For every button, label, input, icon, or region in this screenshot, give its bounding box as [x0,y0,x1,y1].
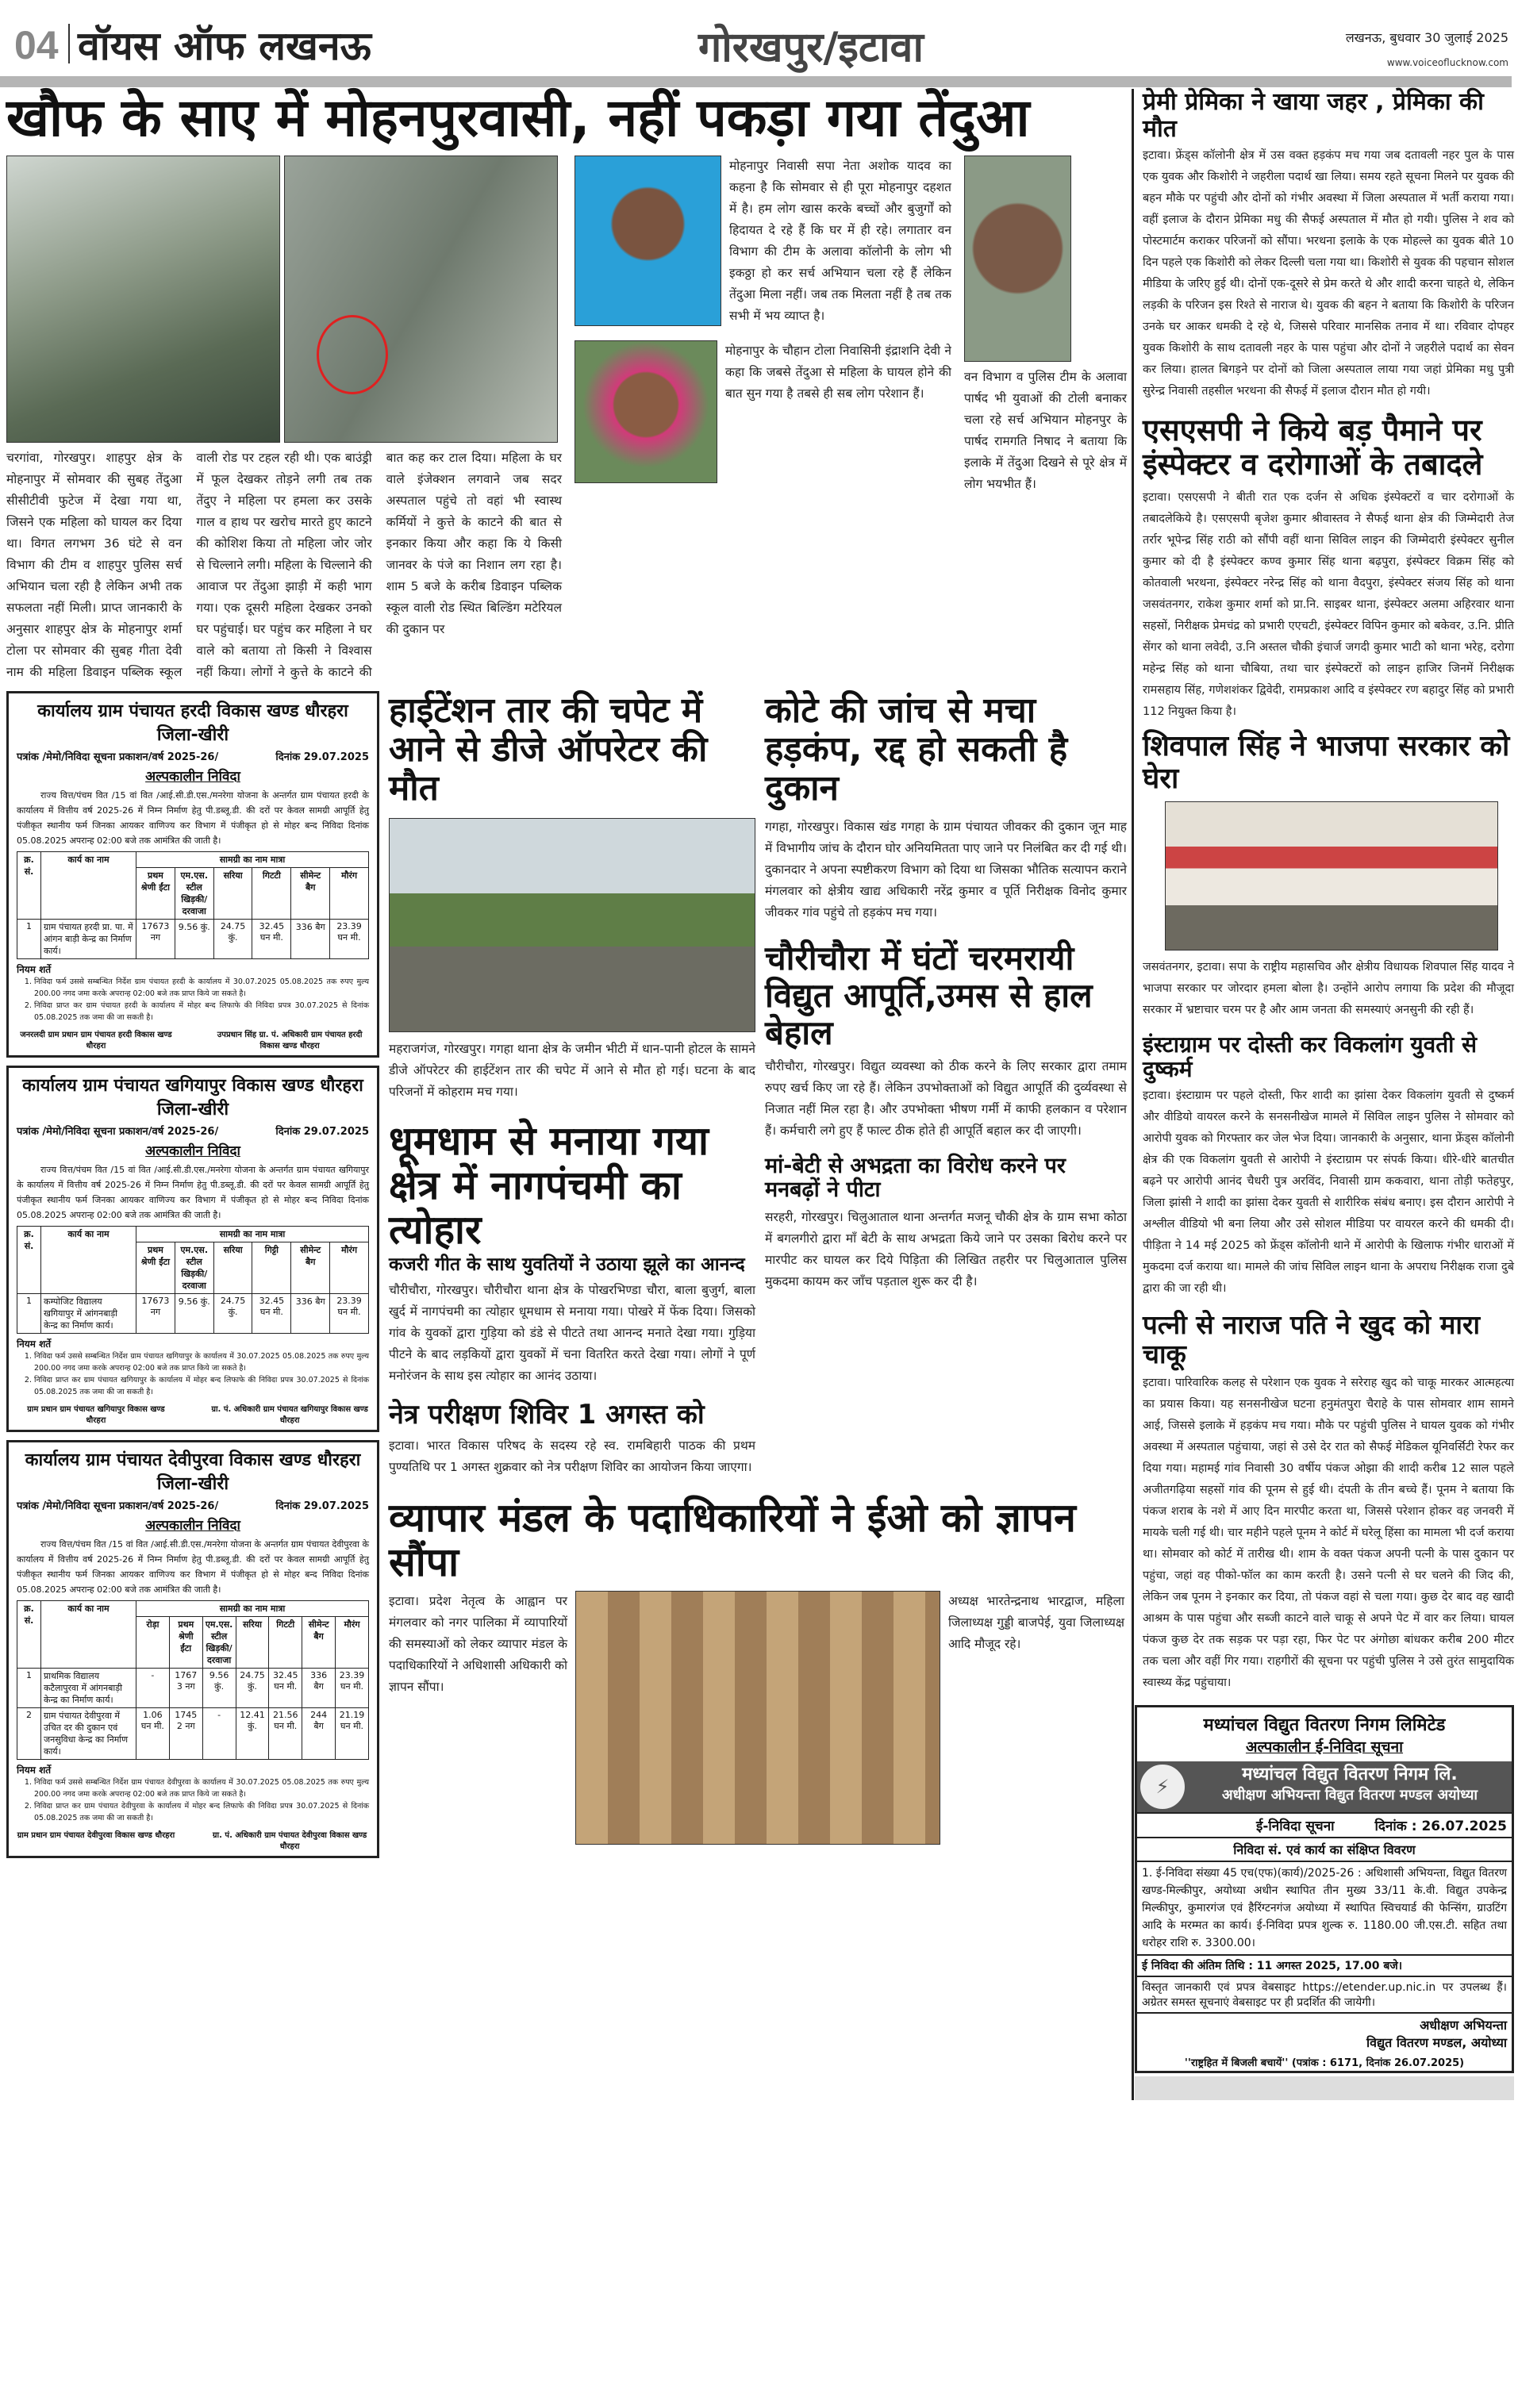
table-cell: 23.39 घन मी. [330,1293,369,1333]
nagpanchami-body: चौरीचौरा, गोरखपुर। चौरीचौरा थाना क्षेत्र के पोखरभिण्डा चौरा, बाला बुजुर्ग, बाला खुर्द में नागपंचमी का त्योहार धूमधाम से मनाया गया। पोखरे में फेंक दिया। जिसको गांव के युवकों द्वारा गुड़िया को डंडे से पीटते तथा आनन्द मनाते देखा गया। गुड़िया पीटने के बाद लड़कियों द्वारा युवकों में चना वितरित करते देखा गया। लोगों ने पूर्ण मनोरंजन के साथ इस त्योहार का आनंद उठाया। [389,1283,755,1384]
table-header: मौरंग [336,1616,369,1668]
nagpanchami-headline: धूमधाम से मनाया गया क्षेत्र में नागपंचमी का त्योहार [389,1117,709,1253]
table-header: एम.एस. स्टील खिड़की/ दरवाजा [175,867,213,919]
table-cell: 32.45 घन मी. [269,1668,302,1707]
lead-story [6,156,1127,683]
masthead-divider [68,24,70,63]
table-cell: 17452 नग [169,1707,202,1759]
ad-sign-office: विद्युत वितरण मण्डल, अयोध्या [1366,2034,1507,2050]
table-cell: 32.45 घन मी. [252,919,291,958]
tender-column [6,691,379,1866]
header-rule [0,76,1512,87]
ad-notice-title: अल्पकालीन ई-निविदा सूचना [1245,1738,1404,1756]
kote-headline: कोटे की जांच से मचा हड़कंप, रद्द हो सकती है दुकान [765,689,1068,809]
table-header: मौरंग [330,1242,369,1293]
hightension-photo [389,818,755,1032]
tender-date: दिनांक 29.07.2025 [275,1125,369,1138]
table-cell: 21.56 घन मी. [269,1707,302,1759]
tender-office: कार्यालय ग्राम पंचायत देवीपुरवा विकास खण्ड धौरहरा जिला-खीरी [25,1450,361,1494]
maabeti-body: सरहरी, गोरखपुर। चिलुआताल थाना अन्तर्गत मजनू चौकी क्षेत्र के ग्राम सभा कोठा में बगलगीरो द्वारा माँ बेटी के साथ अभद्रता किये जाने पर उसका बिरोध करने पर मारपीट कर घायल कर दिये पिड़िता की लिखित तहरीर पर चिलुआताल पुलिस मुकदमा कायम कर जाँच पड़ताल शुरू कर दी है। [765,1210,1127,1289]
tender-notice-devipurwa [6,1440,379,1858]
table-cell: कम्पोजिट विद्यालय खगियापुर में आंगनबाड़ी केन्द्र का निर्माण कार्य। [41,1293,136,1333]
tender-rule: 2. निविदा प्राप्त कर ग्राम पंचायत खगियापुर के कार्यालय में मोहर बन्द लिफाफे की निविदा प्रपत्र 30.07.2025 से दिनांक 05.08.2025 तक जमा की जा सकती है। [34,1374,369,1398]
tender-intro: राज्य वित्त/पंचम वित /15 वां वित /आई.सी.डी.एस./मनरेगा योजना के अन्तर्गत ग्राम पंचायत देवीपुरवा के कार्यालय में वित्तीय वर्ष 2025-26 में निम्न निर्माण हेतु पी.डब्लू.डी. की दरों पर केवल सामग्री आपूर्ति हेतु पंजीकृत स्थानीय फर्म जिनका आयकर वाणिज्य कर विभाग में पंजीकृत हो से मोहर बन्द निविदा दिनांक 05.08.2025 अपरान्ह 02:00 बजे तक आमंत्रित की जाती है। [17,1538,369,1595]
ssp-headline: एसएसपी ने किये बड़ पैमाने पर इंस्पेक्टर व दरोगाओं के तबादले [1143,413,1483,482]
table-cell: ग्राम पंचायत हरदी प्रा. पा. में आंगन बाड़ी केन्द्र का निर्माण कार्य। [41,919,136,958]
photo-ramgati-nishad [964,156,1071,362]
table-cell: 244 बैग [302,1707,336,1759]
tender-sign-left: ग्राम प्रधान ग्राम पंचायत खगियापुर विकास खण्ड धौरहरा [27,1404,165,1425]
tender-rules-title: नियम शर्ते [17,963,52,975]
chaku-body: इटावा। पारिवारिक कलह से परेशान एक युवक ने सरेराह खुद को चाकू मारकर आत्महत्या का प्रयास किया। यह सनसनीखेज घटना हनुमंतपुरा चैराहे के पास सोमवार शाम सामने आई, जिससे इलाके में हड़कंप मच गया। मौके पर पहुंची पुलिस ने घायल युवक को गंभीर अवस्था में अस्पताल पहुंचाया, जहां से उसे देर रात को सैफई मेडिकल यूनिवर्सिटी रेफर कर दिया गया। महामई गांव निवासी 30 वर्षीय पंकज ओझा की शादी करीब 12 साल पहले अजीतगढ़िया सहसों गांव की पूनम से हुई थी। दंपती के तीन बच्चे हैं। पूनम ने बताया कि पंकज शराब के नशे में आए दिन मारपीट करता था, जिससे परेशान होकर वह जनवरी में मायके चली गई थी। चार महीने पहले पूनम ने कोर्ट में घरेलू हिंसा का मामला भी दर्ज कराया था। सोमवार को कोर्ट में तारीख थी। शाम के वक्त पंकज अपनी पत्नी के पास दुकान पर पहुंचा, जहां वह पीको-फॉल का काम करती है। उसने पत्नी से घर चलने की जिद की, लेकिन जब पूनम ने इनकार कर दिया, तो पंकज वहां से चला गया। कुछ देर बाद वह खादी आश्रम के पास पहुंचा और सब्जी काटने वाले चाकू से अपने पेट में वार कर लिया। घायल पंकज कुछ देर तक सड़क पर पड़ा रहा, फिर पेट पर अंगोछा बांधकर करीब 200 मीटर तक चला और वहीं गिर गया। राहगीरों की सूचना पर पहुंची पुलिस ने उसे तुरंत सामुदायिक स्वास्थ्य केंद्र पहुंचाया। [1143,1376,1514,1689]
tender-title: अल्पकालीन निविदा [145,1143,240,1159]
hightension-body: महराजगंज, गोरखपुर। गगहा थाना क्षेत्र के जमीन भीटी में धान-पानी होटल के सामने डीजे ऑपरेटर की हाईटेंशन तार की चपेट में आने से मौत हो गई। घटना के बाद परिजनों में कोहराम मच गया। [389,1041,755,1099]
tender-title: अल्पकालीन निविदा [145,768,240,785]
table-cell: 9.56 कुं. [175,919,213,958]
ad-info[interactable]: विस्तृत जानकारी एवं प्रपत्र वेबसाइट https://etender.up.nic.in पर उपलब्ध हैं। अग्रेतर समस्त सूचनाएं वेबसाइट पर ही प्रदर्शित की जायेगी। [1137,1976,1512,2012]
tender-ref: पत्रांक /मेमो/निविदा सूचना प्रकाशन/वर्ष 2025-26/ [17,1500,219,1512]
lead-quotes [575,156,951,488]
table-header: कार्य का नाम [41,1226,136,1293]
table-cell: 24.75 कुं. [236,1668,269,1707]
table-cell: 21.19 घन मी. [336,1707,369,1759]
table-header: मौरंग [330,867,369,919]
vyapar-photo [575,1591,940,1845]
lead-side [964,156,1127,495]
table-header: सरिया [213,1242,252,1293]
photo-indrashani-devi [575,340,717,483]
tender-notice-hardi [6,691,379,1058]
table-header: क्र. सं. [17,1226,41,1293]
ad-footer: ''राष्ट्रहित में बिजली बचायें'' (पत्रांक : 6171, दिनांक 26.07.2025) [1184,2057,1465,2069]
table-header: सरिया [236,1616,269,1668]
newspaper-name: वॉयस ऑफ लखनऊ [78,23,371,69]
table-cell: 1 [17,1668,41,1707]
right-column [1132,89,1514,2100]
table-cell: - [202,1707,236,1759]
shivpal-body: जसवंतनगर, इटावा। सपा के राष्ट्रीय महासचिव और क्षेत्रीय विधायक शिवपाल सिंह यादव ने भाजपा सरकार पर जोरदार हमला बोला है। उन्होंने आरोप लगाया कि प्रदेश की मौजूदा सरकार में भ्रष्टाचार चरम पर है और आम जनता की समस्याएं अनसुनी की रही हैं। [1143,960,1514,1016]
table-header: क्र. सं. [17,851,41,919]
tender-office: कार्यालय ग्राम पंचायत हरदी विकास खण्ड धौरहरा जिला-खीरी [37,701,348,745]
table-cell: 23.39 घन मी. [336,1668,369,1707]
ad-desc-title: निविदा सं. एवं कार्य का संक्षिप्त विवरण [1137,1837,1512,1861]
table-cell: 336 बैग [291,919,330,958]
table-row [17,1293,369,1333]
news-column-b [765,691,1127,1292]
table-header: सीमेन्ट बैग [291,1242,330,1293]
lead-left [6,156,562,683]
shivpal-photo [1165,801,1498,951]
page-number: 04 [14,23,59,67]
tender-intro: राज्य वित्त/पंचम वित /15 वां वित /आई.सी.डी.एस./मनरेगा योजना के अन्तर्गत ग्राम पंचायत हरदी के कार्यालय में वित्तीय वर्ष 2025-26 में निम्न निर्माण हेतु पी.डब्लू.डी. की दरों पर केवल सामग्री आपूर्ति हेतु पंजीकृत स्थानीय फर्म जिनका आयकर वाणिज्य कर विभाग में पंजीकृत हो से मोहर बन्द निविदा दिनांक 05.08.2025 अपरान्ह 02:00 बजे तक आमंत्रित की जाती है। [17,789,369,846]
premi-headline: प्रेमी प्रेमिका ने खाया जहर , प्रेमिका की मौत [1143,88,1484,143]
table-header: एम.एस. स्टील खिड़की/ दरवाजा [202,1616,236,1668]
table-header: सीमेन्ट बैग [291,867,330,919]
table-cell: 32.45 घन मी. [252,1293,291,1333]
table-cell: 24.75 कुं. [213,919,252,958]
table-header: कार्य का नाम [41,1600,136,1668]
table-cell: 17673 नग [169,1668,202,1707]
table-header: कार्य का नाम [41,851,136,919]
tender-date: दिनांक 29.07.2025 [275,751,369,763]
table-cell: 1.06 घन मी. [136,1707,170,1759]
ad-deadline: ई निविदा की अंतिम तिथि : 11 अगस्त 2025, 17.00 बजे। [1137,1954,1512,1976]
highlight-circle [317,315,388,394]
table-cell: 1 [17,1293,41,1333]
tender-rule: 1. निविदा फर्म उससे सम्बन्धित निर्देश ग्राम पंचायत खगियापुर के कार्यालय में 30.07.2025 05.08.2025 तक रुपए मुल्य 200.00 नगद जमा करके अपरान्ह 02:00 बजे तक प्राप्त किये जा सकते है। [34,1350,369,1374]
tender-table [17,1600,369,1760]
table-header: सामग्री का नाम मात्रा [136,1600,369,1616]
ad-banner [1137,1761,1512,1812]
tender-table [17,851,369,959]
ad-enotice: ई-निविदा सूचना [1256,1818,1335,1834]
tender-rule: 1. निविदा फर्म उससे सम्बन्धित निर्देश ग्राम पंचायत हरदी के कार्यालय में 30.07.2025 05.08.2025 तक रुपए मुल्य 200.00 नगद जमा करके अपरान्ह 02:00 बजे तक प्राप्त किये जा सकते है। [34,976,369,1000]
vyapar-headline: व्यापार मंडल के पदाधिकारियों ने ईओ को ज्ञापन सौंपा [389,1494,1076,1585]
ad-banner-line2: अधीक्षण अभियन्ता विद्युत वितरण मण्डल अयोध्या [1221,1786,1478,1803]
main-area [6,89,1127,1866]
table-header: एम.एस. स्टील खिड़की/ दरवाजा [175,1242,213,1293]
lead-photo-drain [284,156,558,443]
edition-date: लखनऊ, बुधवार 30 जुलाई 2025 [1345,30,1508,45]
emblem-icon: ⚡ [1139,1763,1186,1811]
table-cell: - [136,1668,170,1707]
table-cell: 1 [17,919,41,958]
lead-body: चरगांवा, गोरखपुर। शाहपुर क्षेत्र के मोहनापुर में सोमवार की सुबह तेंदुआ सीसीटीवी फुटेज में देखा गया था, जिसने एक महिला को घायल कर दिया था। विगत लगभग 36 घंटे से वन विभाग की टीम व शाहपुर पुलिस सर्च अभियान चला रही है लेकिन अभी तक सफलता नहीं मिली। प्राप्त जानकारी के अनुसार शाहपुर क्षेत्र के मोहनापुर शर्मा टोला पर सोमवार की सुबह गीता देवी नाम की महिला डिवाइन पब्लिक स्कूल वाली रोड पर टहल रही थी। एक बाउंड्री में फूल देखकर तोड़ने लगी तब तक तेंदुए ने महिला पर हमला कर उसके गाल व हाथ पर खरोच मारते हुए काटने की कोशिश किया तो महिला जोर जोर से चिल्लाने लगी। महिला के चिल्लाने की आवाज पर तेंदुआ झाड़ी में कही भाग गया। एक दूसरी महिला देखकर उनको घर पहुंचाई। घर पहुंच कर महिला ने घर वाले को बताया तो किसी ने विश्वास नहीं किया। लोगों ने कुत्ते के काटने की बात कह कर टाल दिया। महिला के घर वाले इंजेक्शन लगवाने जब सदर अस्पताल पहुंचे तो वहां भी स्वास्थ कर्मियों ने कुत्ते के काटने की बात से इनकार किया और कहा कि ये किसी जानवर के पंजे का निशान लग रहा है। शाम 5 बजे के करीब डिवाइन पब्लिक स्कूल वाली रोड स्थित बिल्डिंग मटेरियल की दुकान पर [6,450,562,679]
table-header: गिटटी [269,1616,302,1668]
tender-title: अल्पकालीन निविदा [145,1517,240,1534]
table-header: सामग्री का नाम मात्रा [136,851,369,867]
nagpanchami-subhead: कजरी गीत के साथ युवतियों ने उठाया झूले का आनन्द [389,1254,745,1275]
lead-quote-1: मोहनापुर निवासी सपा नेता अशोक यादव का कहना है कि सोमवार से ही पूरा मोहनापुर दहशत में है। हम लोग खास करके बच्चों और बुजुर्गों को हिदायत दे रहे हैं कि घर में ही रहे। लगातार वन विभाग की टीम के अलावा कॉलोनी के लोग भी इकठ्ठा हो कर सर्च अभियान चला रहे हैं लेकिन तेंदुआ मिला नहीं। जब तक मिलता नहीं है तब तक सभी में भय व्याप्त है। [729,158,951,323]
table-row [17,1707,369,1759]
vyapar-body-left: इटावा। प्रदेश नेतृत्व के आह्वान पर मंगलवार को नगर पालिका में व्यापारियों की समस्याओं को लेकर व्यापार मंडल के पदाधिकारियों ने अधिशासी अधिकारी को ज्ञापन सौंपा। [389,1593,567,1694]
kote-body: गगहा, गोरखपुर। विकास खंड गगहा के ग्राम पंचायत जीवकर की दुकान जून माह में विभागीय जांच के दौरान घोर अनियमितता पाए जाने पर निलंबित कर दी गई थी। दुकानदार ने अपना स्पष्टीकरण विभाग को दिया था जिसका भौतिक सत्यापन कराने मंगलवार को क्षेत्रीय खाद्य अधिकारी नरेंद्र कुमार व पूर्ति निरीक्षक विनोद कुमार जीवकर गांव पहुंचे तो हड़कंप मच गया। [765,819,1128,920]
table-cell: 336 बैग [291,1293,330,1333]
tender-sign-right: उपप्रधान सिंह ग्रा. पं. अधिकारी ग्राम पंचायत हरदी विकास खण्ड धौरहरा [217,1030,363,1050]
table-cell: 23.39 घन मी. [330,919,369,958]
table-header: गिटटी [252,867,291,919]
news-section [389,691,1127,1845]
tender-table [17,1226,369,1334]
table-row [17,919,369,958]
ad-org: मध्यांचल विद्युत वितरण निगम लिमिटेड [1203,1715,1446,1735]
chauri-headline: चौरीचौरा में घंटों चरमरायी विद्युत आपूर्ति,उमस से हाल बेहाल [765,938,1093,1052]
vyapar-body-right: अध्यक्ष भारतेन्द्रनाथ भारद्वाज, महिला जिलाध्यक्ष गुड्डी बाजपेई, युवा जिलाध्यक्ष आदि मौजूद रहे। [948,1593,1124,1651]
tender-date: दिनांक 29.07.2025 [275,1500,369,1512]
tender-sign-right: ग्रा. पं. अधिकारी ग्राम पंचायत खगियापुर विकास खण्ड धौरहरा [211,1404,368,1425]
hightension-headline: हाईटेंशन तार की चपेट में आने से डीजे ऑपरेटर की मौत [389,689,708,809]
ad-date: दिनांक : 26.07.2025 [1374,1818,1507,1834]
table-row [17,1668,369,1707]
table-cell: 17673 नग [136,1293,175,1333]
tender-ref: पत्रांक /मेमो/निविदा सूचना प्रकाशन/वर्ष 2025-26/ [17,751,219,763]
lead-quote-2: मोहनापुर के चौहान टोला निवासिनी इंद्राशनि देवी ने कहा कि जबसे तेंदुआ से महिला के घायल होने की बात सुन गया है तबसे ही सब लोग परेशान हैं। [725,343,951,401]
netra-body: इटावा। भारत विकास परिषद के सदस्य रहे स्व. रामबिहारी पाठक की प्रथम पुण्यतिथि पर 1 अगस्त शुक्रवार को नेत्र परीक्षण शिविर का आयोजन किया जाएगा। [389,1438,755,1474]
ad-banner-line1: मध्यांचल विद्युत वितरण निगम लि. [1242,1764,1458,1784]
table-cell: 9.56 कुं. [202,1668,236,1707]
table-cell: 336 बैग [302,1668,336,1707]
tender-ref: पत्रांक /मेमो/निविदा सूचना प्रकाशन/वर्ष 2025-26/ [17,1125,219,1138]
maabeti-headline: मां-बेटी से अभद्रता का विरोध करने पर मनबढ़ों ने पीटा [765,1153,1066,1203]
table-cell: ग्राम पंचायत देवीपुरवा में उचित दर की दुकान एवं जनसुविधा केन्द्र का निर्माण कार्य। [41,1707,136,1759]
netra-headline: नेत्र परीक्षण शिविर 1 अगस्त को [389,1399,705,1431]
table-cell: प्राथमिक विद्यालय कटैलापुरवा में आंगनबाड़ी केन्द्र का निर्माण कार्य। [41,1668,136,1707]
instagram-headline: इंस्टाग्राम पर दोस्ती कर विकलांग युवती से दुष्कर्म [1143,1031,1478,1083]
chauri-body: चौरीचौरा, गोरखपुर। विद्युत व्यवस्था को ठीक करने के लिए सरकार द्वारा तमाम रुपए खर्च किए जा रहे हैं। लेकिन उपभोक्ताओं को विद्युत आपूर्ति की दुर्व्यवस्था से निजात नहीं मिल रहा है। और उपभोक्ता भीषण गर्मी में काफी हलकान व परेशान हैं। कर्मचारी लगे हुए हैं फाल्ट ठीक होते ही आपूर्ति बहाल कर दी जाएगी। [765,1058,1127,1138]
table-header: प्रथम श्रेणी ईंटा [136,1242,175,1293]
table-header: प्रथम श्रेणी ईंटा [136,867,175,919]
table-header: रोड़ा [136,1616,170,1668]
table-header: सामग्री का नाम मात्रा [136,1226,369,1242]
table-header: प्रथम श्रेणी ईंटा [169,1616,202,1668]
table-cell: 9.56 कुं. [175,1293,213,1333]
lead-quote-3: वन विभाग व पुलिस टीम के अलावा पार्षद भी युवाओं की टोली बनाकर चला रहे सर्च अभियान मोहनपुर के पार्षद रामगति निषाद ने बताया कि इलाके में तेंदुआ दिखने से पूरे क्षेत्र में लोग भयभीत हैं। [964,369,1127,491]
lower-section [6,691,1127,1866]
tender-sign-right: ग्रा. पं. अधिकारी ग्राम पंचायत देवीपुरवा विकास खण्ड धौरहरा [212,1830,367,1851]
instagram-body: इटावा। इंस्टाग्राम पर पहले दोस्ती, फिर शादी का झांसा देकर विकलांग युवती से दुष्कर्म और वीडियो वायरल करने के सनसनीखेज मामले में सिविल लाइन पुलिस ने सोमवार को आरोपी युवक को गिरफ्तार कर जेल भेज दिया। जानकारी के अनुसार, थाना फ्रेंड्स कॉलोनी क्षेत्र की एक विकलांग युवती से आरोपी ने इंस्टाग्राम पर संपर्क किया। धीरे-धीरे बातचीत बढ़ने पर आरोपी आनंद चैधरी पुत्र अरविंद, निवासी ग्राम ककवारा, थाना तोड़ी फतेहपुर, जिला झांसी ने शादी का झांसा देकर युवती से शारीरिक संबंध बनाए। इस दौरान आरोपी ने अश्लील वीडियो भी बना लिया और उसे सोशल मीडिया पर वायरल करने की धमकी दी। पीड़िता ने 14 मई 2025 को फ्रेंड्स कॉलोनी थाने में आरोपी के खिलाफ गंभीर धाराओं में मुकदमा दर्ज कराया था। मामले की जांच सिविल लाइन थाना के अपराध निरीक्षक राजा दुबे द्वारा की जा रही थी। [1143,1089,1514,1295]
table-cell: 24.75 कुं. [213,1293,252,1333]
tender-office: कार्यालय ग्राम पंचायत खगियापुर विकास खण्ड धौरहरा जिला-खीरी [22,1075,363,1120]
table-header: सरिया [213,867,252,919]
lead-photo-crowd [6,156,280,443]
chaku-headline: पत्नी से नाराज पति ने खुद को मारा चाकू [1143,1308,1481,1369]
news-column-a [389,691,755,1478]
website[interactable]: www.voiceoflucknow.com [1386,57,1508,68]
ad-description: 1. ई-निविदा संख्या 45 एच(एफ)(कार्य)/2025-26 : अधिशासी अभियन्ता, विद्युत वितरण खण्ड-मिल्कीपुर, अयोध्या अधीन स्थापित तीन मुख्य 33/11 के.वी. विद्युत उपकेन्द्र मिल्कीपुर, कुमारगंज एवं हैरिंग्टनगंज अयोध्या में स्थापित स्विचयार्ड की फेन्सिंग, ग्राउटिंग आदि के मरम्मत का कार्य। ई-निविदा प्रपत्र शुल्क रु. 1180.00 जी.एस.टी. सहित तथा धरोहर राशि रु. 3300.00। [1137,1861,1512,1954]
tender-rules-title: नियम शर्ते [17,1764,52,1776]
table-header: गिट्टी [252,1242,291,1293]
tender-sign-left: जनरलदी ग्राम प्रधान ग्राम पंचायत हरदी विकास खण्ड धौरहरा [20,1030,172,1050]
tender-rule: 1. निविदा फर्म उससे सम्बन्धित निर्देश ग्राम पंचायत देवीपुरवा के कार्यालय में 30.07.2025 05.08.2025 तक रुपए मुल्य 200.00 नगद जमा करके अपरान्ह 02:00 बजे तक प्राप्त किये जा सकते है। [34,1776,369,1800]
table-cell: 2 [17,1707,41,1759]
table-header: क्र. सं. [17,1600,41,1668]
ad-footer-bar [1135,2076,1514,2100]
table-cell: 12.41 कुं. [236,1707,269,1759]
shivpal-headline: शिवपाल सिंह ने भाजपा सरकार को घेरा [1143,730,1510,795]
tender-rules-title: नियम शर्ते [17,1338,52,1350]
tender-intro: राज्य वित्त/पंचम वित /15 वां वित /आई.सी.डी.एस./मनरेगा योजना के अन्तर्गत ग्राम पंचायत खगियापुर के कार्यालय में वित्तीय वर्ष 2025-26 में निम्न निर्माण हेतु पी.डब्लू.डी. की दरों पर केवल सामग्री आपूर्ति हेतु पंजीकृत स्थानीय फर्म जिनका आयकर वाणिज्य कर विभाग में पंजीकृत हो से मोहर बन्द निविदा दिनांक 05.08.2025 अपरान्ह 02:00 बजे तक आमंत्रित की जाती है। [17,1164,369,1220]
ad-sign-title: अधीक्षण अभियन्ता [1420,2017,1507,2033]
ssp-body: इटावा। एसएसपी ने बीती रात एक दर्जन से अधिक इंस्पेक्टरों व चार दरोगाओं के तबादलेकिये है। एसएसपी बृजेश कुमार श्रीवास्तव ने सैफई थाना क्षेत्र की जिम्मेदारी तेज तर्रार भूपेन्द्र सिंह राठी को सौंपी वहीं थाना सिविल लाइन की जिम्मेदारी इंस्पेक्टर सुनील कुमार को दी है इंस्पेक्टर कण्व कुमार सिंह थाना बढ़पुरा, इंस्पेक्टर विक्रम सिंह को कोतवाली भरथना, इंस्पेक्टर नरेन्द्र सिंह को थाना वैदपुरा, इंस्पेक्टर संजय सिंह को थाना जसवंतनगर, राकेश कुमार शर्मा को प्रा.नि. साइबर थाना, इंस्पेक्टर अलमा अहिरवार थाना सहसों, निरीक्षक प्रेमचंद्र को प्रभारी एएचटी, इंस्पेक्टर विपिन कुमार को बकेवर, उ.नि. प्रीति सेंगर को थाना लवेदी, उ.नि अस्तल चौकी इंचार्ज जगदी कुमार भाटी को थाना भरेह, दरोगा महेन्द्र सिंह को थाना चौबिया, तथा चार इंस्पेक्टरों को लाइन हाजिर जिनमें निरीक्षक रामसहाय सिंह, गणेशशंकर द्विवेदी, रामप्रकाश आदि व इंस्पेक्टर रण बहादुर सिंह को प्रभारी 112 नियुक्त किया है। [1143,491,1514,719]
photo-ashok-yadav [575,156,721,326]
table-cell: 17673 नग [136,919,175,958]
tender-rule: 2. निविदा प्राप्त कर ग्राम पंचायत हरदी के कार्यालय में मोहर बन्द लिफाफे की निविदा प्रपत्र 30.07.2025 से दिनांक 05.08.2025 तक जमा की जा सकती है। [34,1000,369,1023]
premi-body: इटावा। फ्रेंड्स कॉलोनी क्षेत्र में उस वक्त हड़कंप मच गया जब दतावली नहर पुल के पास एक युवक और किशोरी ने जहरीला पदार्थ खा लिया। समय रहते सूचना मिलने पर युवक की बहन मौके पर पहुंची और दोनों को गंभीर अवस्था में जिला अस्पताल में भर्ती कराया गया। वहीं इलाज के दौरान प्रेमिका मधु की सैफई अस्पताल में मौत हो गयी। पुलिस ने शव को पोस्टमार्टम कराकर परिजनों को सौंपा। भरथना इलाके के एक मोहल्ले का युवक बीते 10 दिन पहले एक किशोरी को लेकर दिल्ली चला गया था। किशोरी से युवक की पहचान सोशल मीडिया के जरिए हुई थी। दोनों एक-दूसरे से प्रेम करते थे और शादी करना चाहते थे, लेकिन लड़की के परिजन इस रिश्ते से नाराज थे। युवक की बहन ने बताया कि किशोरी के परिजन उनके घर आकर धमकी दे रहे थे, जिससे परिवार मानसिक तनाव में था। रविवार दोपहर युवक किशोरी के साथ दतावली नहर के पास पहुंचा और दोनों ने जहरीले पदार्थ का सेवन कर लिया। हालत बिगड़ने पर दोनों को जिला अस्पताल लाया गया जहां प्रेमिका मधु पुत्री सुरेन्द्र निवासी तहसील भरथना की सैफई में इलाज दौरान मौत हो गयी। [1143,149,1514,398]
section-title: गोरखपुर/इटावा [698,24,924,71]
tender-notice-khagiyapur [6,1066,379,1432]
lead-headline: खौफ के साए में मोहनपुरवासी, नहीं पकड़ा गया तेंदुआ [6,87,1030,148]
tender-sign-left: ग्राम प्रधान ग्राम पंचायत देवीपुरवा विकास खण्ड धौरहरा [17,1830,175,1840]
tender-rule: 2. निविदा प्राप्त कर ग्राम पंचायत देवीपुरवा के कार्यालय में मोहर बन्द लिफाफे की निविदा प्रपत्र 30.07.2025 से दिनांक 05.08.2025 तक जमा की जा सकती है। [34,1800,369,1824]
etender-advertisement [1135,1705,1514,2073]
table-header: सीमेन्ट बैग [302,1616,336,1668]
